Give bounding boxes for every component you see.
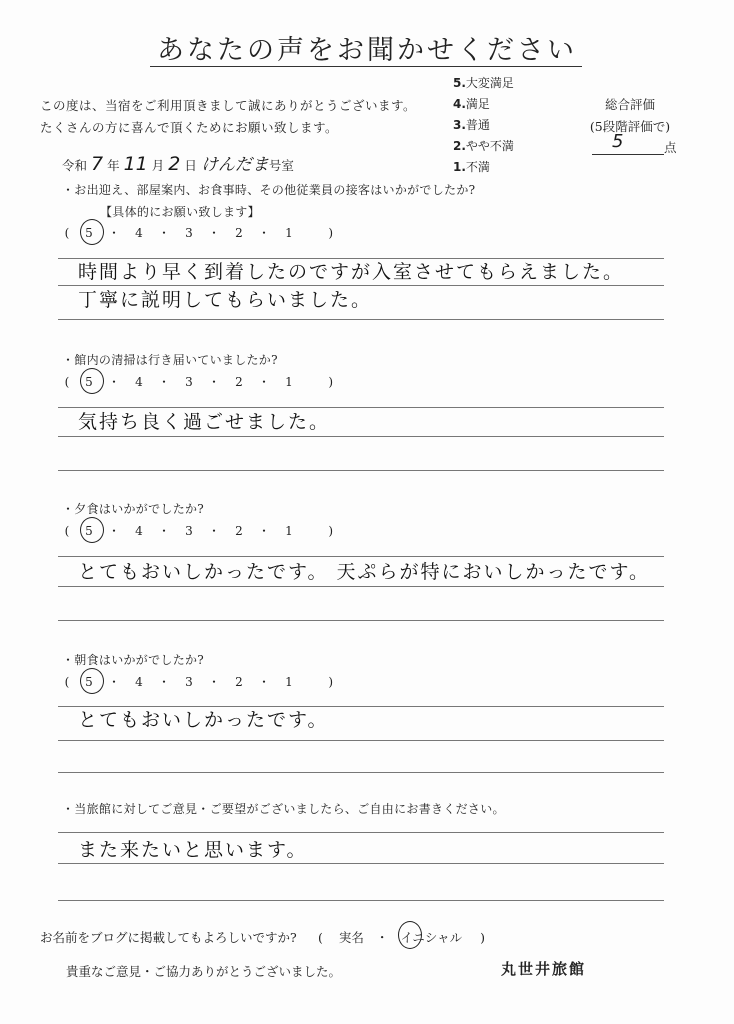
overall-label: 総合評価 [604,97,655,112]
intro-line-2: たくさんの方に喜んで頂くためにお願い致します。 [40,120,339,135]
question-1-answer-1: 時間より早く到着したのですが入室させてもらえました。 [78,261,625,283]
answer-line [58,772,664,773]
answer-line [58,740,664,741]
question-1-rating: ( 5 ・ 4 ・ 3 ・ 2 ・ 1 ) [64,226,333,240]
blog-option-real-name[interactable]: 実名 [338,930,364,945]
selected-rating-circle [80,668,104,694]
rating-option-3[interactable]: 3 [185,675,193,689]
rating-option-1[interactable]: 1 [285,675,293,689]
blog-option-initial[interactable]: イニシャル [400,930,463,945]
question-2-answer-1: 気持ち良く過ごせました。 [78,411,331,433]
rating-option-1[interactable]: 1 [285,375,293,389]
thanks-text: 貴重なご意見・ご協力ありがとうございました。 [66,964,342,979]
rating-option-5[interactable]: 5 [85,226,93,240]
scale-item-3: 3.普通 [453,118,490,132]
question-4-rating: ( 5 ・ 4 ・ 3 ・ 2 ・ 1 ) [64,675,333,689]
rating-option-4[interactable]: 4 [135,524,143,538]
rating-option-3[interactable]: 3 [185,226,193,240]
comments-answer: また来たいと思います。 [78,839,308,861]
blog-question: お名前をブログに掲載してもよろしいですか? [40,930,297,945]
scale-item-4: 4.満足 [453,97,490,111]
rating-option-3[interactable]: 3 [185,375,193,389]
rating-option-1[interactable]: 1 [285,226,293,240]
question-2-text: ・館内の清掃は行き届いていましたか? [62,353,278,367]
rating-option-4[interactable]: 4 [135,375,143,389]
rating-option-2[interactable]: 2 [235,675,243,689]
overall-unit: 点 [664,140,677,155]
scale-item-2: 2.やや不満 [453,139,514,153]
question-3-rating: ( 5 ・ 4 ・ 3 ・ 2 ・ 1 ) [64,524,333,538]
answer-line [58,470,664,471]
scale-item-5: 5.大変満足 [453,76,514,90]
answer-line [58,863,664,864]
answer-line [58,620,664,621]
intro-line-1: この度は、当宿をご利用頂きまして誠にありがとうございます。 [40,98,417,113]
scale-item-1: 1.不満 [453,160,490,174]
rating-option-2[interactable]: 2 [235,524,243,538]
question-4-answer-1: とてもおいしかったです。 [78,709,329,731]
title-underline [150,66,582,67]
era: 令和 [62,158,88,173]
question-4-text: ・朝食はいかがでしたか? [62,653,205,667]
rating-option-4[interactable]: 4 [135,675,143,689]
overall-score: 5 [612,131,624,152]
rating-option-2[interactable]: 2 [235,375,243,389]
year-unit: 年 [107,158,120,173]
selected-rating-circle [80,517,104,543]
answer-line [58,832,664,833]
rating-option-2[interactable]: 2 [235,226,243,240]
question-2-rating: ( 5 ・ 4 ・ 3 ・ 2 ・ 1 ) [64,375,333,389]
inn-name: 丸世井旅館 [501,960,587,978]
rating-option-1[interactable]: 1 [285,524,293,538]
blog-options: ( 実名 ・ イニシャル ) [318,930,486,945]
question-1-answer-2: 丁寧に説明してもらいました。 [78,289,373,311]
answer-line [58,319,664,320]
answer-line [58,436,664,437]
overall-sublabel: (5段階評価で) [589,119,671,134]
month-unit: 月 [151,158,165,173]
answer-line [58,586,664,587]
question-1-text: ・お出迎え、部屋案内、お食事時、その他従業員の接客はいかがでしたか? [62,183,476,197]
stay-date-room [62,150,294,175]
rating-option-3[interactable]: 3 [185,524,193,538]
month: 11 [123,153,148,175]
room-unit: 号室 [268,158,294,173]
room-name: けんだま [200,155,269,175]
year: 7 [91,153,104,175]
rating-option-5[interactable]: 5 [85,375,93,389]
survey-title: あなたの声をお聞かせください [157,35,577,66]
overall-score-underline [592,154,664,155]
scale-legend [453,73,514,178]
day-unit: 日 [184,158,197,173]
comments-text: ・当旅館に対してご意見・ご要望がございましたら、ご自由にお書きください。 [62,802,505,816]
selected-option-circle [398,921,422,949]
question-3-text: ・夕食はいかがでしたか? [62,502,205,516]
answer-line [58,900,664,901]
question-3-answer-1: とてもおいしかったです。 天ぷらが特においしかったです。 [78,561,651,583]
selected-rating-circle [80,368,104,394]
day: 2 [168,153,181,175]
rating-option-4[interactable]: 4 [135,226,143,240]
rating-option-5[interactable]: 5 [85,524,93,538]
question-1-note: 【具体的にお願い致します】 [100,205,260,219]
rating-option-5[interactable]: 5 [85,675,93,689]
selected-rating-circle [80,219,104,245]
